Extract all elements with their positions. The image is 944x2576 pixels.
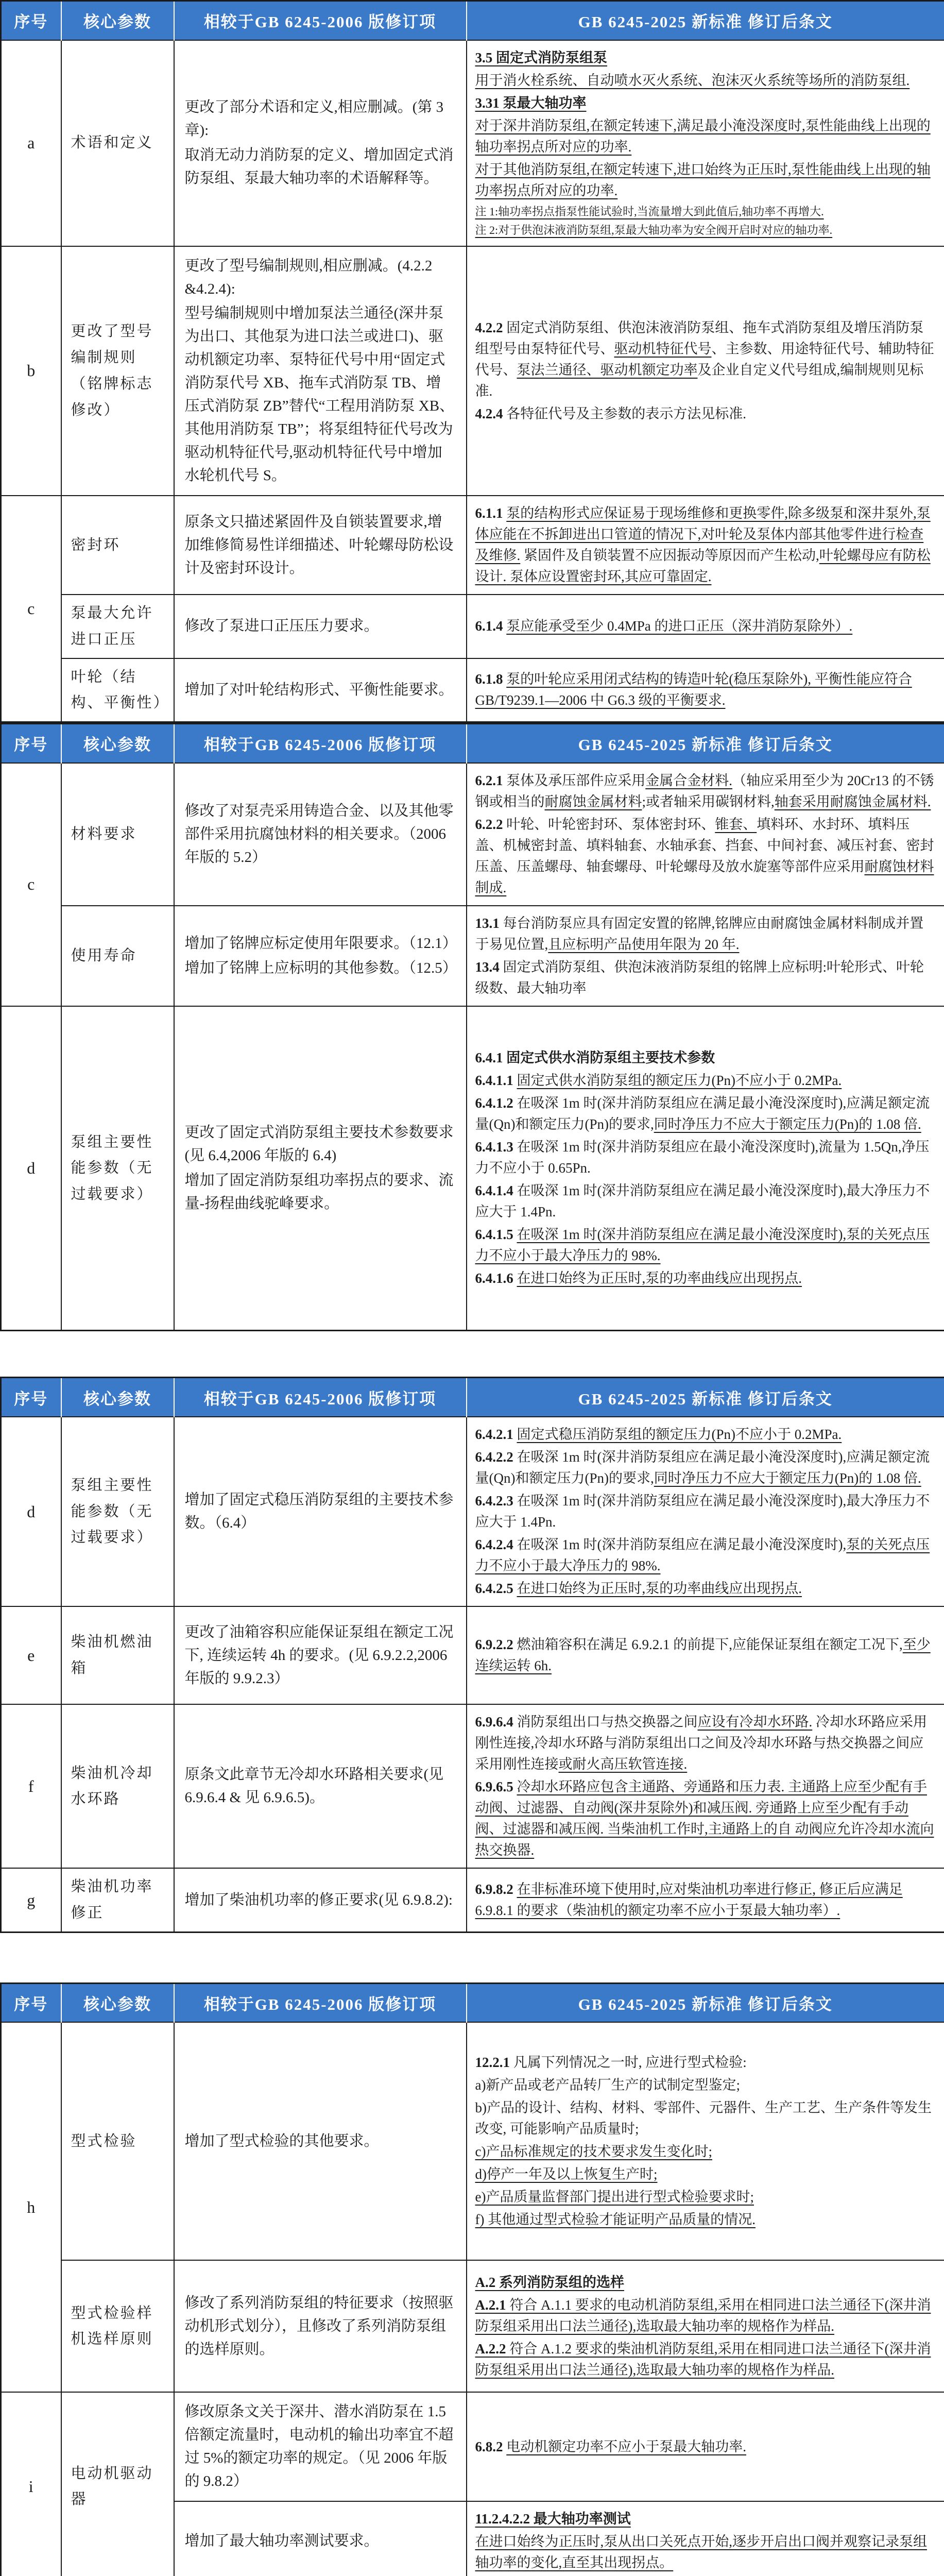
- provision-paragraph: [475, 616, 936, 637]
- table-row: [1, 763, 944, 906]
- revision-cell: [174, 246, 467, 496]
- provision-text: 冷却水环路应采用刚性连接,冷却水环路与消防泵组出口之间及冷却水环路与热交换器之间应采用刚性连接: [475, 1714, 928, 1772]
- provision-paragraph: [475, 93, 936, 114]
- provision-text: 在进口始终为正压时,泵从出口关死点开始,逐步开启出口阀并观察记录泵组轴功率的变化,直至其出现拐点。: [475, 2534, 928, 2570]
- section-gap: [0, 1331, 944, 1377]
- provision-text: 在吸深 1m 时(深井消防泵组应在满足最小淹没深度时),最大净压力不应大于 1.4Pn.: [475, 1183, 930, 1219]
- header-col-2: 核心参数: [61, 724, 174, 763]
- header-col-3: 相较于GB 6245-2006 版修订项: [174, 1983, 467, 2022]
- provision-text: 耐腐蚀金属材料: [545, 794, 642, 809]
- revision-paragraph: 取消无动力消防泵的定义、增加固定式消防泵组、泵最大轴功率的术语解释等。: [185, 144, 456, 190]
- revision-cell: [174, 1704, 467, 1868]
- provision-cell: [467, 2392, 944, 2501]
- comparison-table-2: [0, 723, 944, 1331]
- provision-text: A.2.1: [475, 2297, 510, 2313]
- provision-cell: [467, 1868, 944, 1932]
- provision-text: 冷却水环路应包含主通路、旁通路和压力表. 主通路上应至少配有手动阀、过滤器、自动阀(深井泵除外)和减压阀. 旁通路上应至少配有手动阀、过滤器和减压阀. 当柴油机工作时,主通路上的自 动阀应允许冷却水流向热交换器.: [475, 1779, 934, 1858]
- provision-text: 同时净压力不应大于额定压力(Pn)的 1.08 倍.: [654, 1470, 921, 1486]
- table-row: [1, 1868, 944, 1932]
- comparison-table-1: [0, 0, 944, 723]
- serial-cell: g: [1, 1868, 61, 1932]
- provision-text: 6.4.2.3: [475, 1493, 517, 1509]
- param-cell: 密封环: [61, 496, 174, 595]
- provision-paragraph: [475, 669, 936, 711]
- provision-text: 泵的关死点压力不应小于最大净压力的 98%.: [475, 1537, 930, 1573]
- section-gap: [0, 1933, 944, 1982]
- provision-text: 6.4.2.5: [475, 1581, 517, 1596]
- provision-text: 泵的结构形式应保证易于现场维修和更换零件,除多级泵和深井泵外,泵体应能在不拆卸进出口管道的情况下,对叶轮及泵体内部其他零件进行检查及维修.: [475, 505, 931, 563]
- provision-text: 凡属下列情况之一时, 应进行型式检验:: [513, 2055, 747, 2070]
- param-cell: 柴油机燃油箱: [61, 1606, 174, 1704]
- serial-cell: b: [1, 246, 61, 496]
- param-cell: 型式检验样机选样原则: [61, 2260, 174, 2392]
- provision-text: 在进口始终为正压时,泵的功率曲线应出现拐点.: [517, 1270, 802, 1286]
- table-row: [1, 496, 944, 595]
- provision-paragraph: [475, 203, 936, 220]
- provision-text: 6.4.1.5: [475, 1227, 517, 1242]
- param-cell: 泵组主要性能参数（无过载要求）: [61, 1417, 174, 1606]
- provision-paragraph: [475, 1268, 936, 1289]
- provision-text: 符合 A.1.1 要求的电动机消防泵组,采用在相同进口法兰通径下(深井消防泵组采用出口法兰通径),选取最大轴功率的规格作为样品.: [475, 2297, 931, 2334]
- param-cell: 电动机驱动器: [61, 2392, 174, 2576]
- provision-text: 用于消火栓系统、自动喷水灭火系统、泡沫灭火系统等场所的消防泵组.: [475, 73, 910, 88]
- table-row: [1, 2022, 944, 2260]
- revision-cell: [174, 2022, 467, 2260]
- header-col-2: 核心参数: [61, 1378, 174, 1417]
- provision-cell: [467, 2022, 944, 2260]
- revision-cell: [174, 1868, 467, 1932]
- provision-text: 固定式供水消防泵组的额定压力(Pn)不应小于 0.2MPa.: [517, 1073, 842, 1088]
- provision-text: f) 其他通过型式检验才能证明产品质量的情况.: [475, 2212, 756, 2227]
- provision-cell: [467, 1417, 944, 1606]
- provision-text: 叶轮、叶轮密封环、泵体密封环、: [506, 817, 715, 832]
- revision-paragraph: 增加了最大轴功率测试要求。: [185, 2530, 456, 2553]
- provision-cell: [467, 595, 944, 658]
- revision-cell: [174, 40, 467, 246]
- provision-text: 在吸深 1m 时(深井消防泵组应在满足最小淹没深度时),泵的关死点压力不应小于最大净压力的 98%.: [475, 1227, 930, 1263]
- provision-cell: [467, 2501, 944, 2576]
- table-row: [1, 906, 944, 1006]
- header-col-2: 核心参数: [61, 1, 174, 40]
- provision-text: 6.9.8.2: [475, 1882, 517, 1897]
- revision-paragraph: 修改了系列消防泵组的特征要求（按照驱动机形式划分），且修改了系列消防泵组的选样原则。: [185, 2292, 456, 2361]
- provision-text: 注 1:轴功率拐点指泵性能试验时,当流量增大到此值后,轴功率不再增大.: [475, 205, 824, 218]
- provision-cell: [467, 1704, 944, 1868]
- provision-text: 在非标准环境下使用时,应对柴油机功率进行修正, 修正后应满足 6.9.8.1 的要求（柴油机的额定功率不应小于泵最大轴功率）.: [475, 1882, 903, 1918]
- provision-text: 固定式消防泵组、供泡沫液消防泵组、拖车式消防泵组及增压消防泵组型号由泵特征代号、: [475, 320, 924, 357]
- provision-text: 泵体及承压部件应采用: [506, 773, 645, 788]
- provision-paragraph: [475, 222, 936, 239]
- header-col-1: 序号: [1, 1378, 61, 1417]
- provision-paragraph: [475, 770, 936, 812]
- comparison-table-3: [0, 1377, 944, 1933]
- provision-paragraph: [475, 2075, 936, 2096]
- provision-paragraph: [475, 2141, 936, 2162]
- provision-text: 注 2:对于供泡沫液消防泵组,泵最大轴功率为安全阀开启时对应的轴功率.: [475, 224, 833, 236]
- serial-cell: d: [1, 1417, 61, 1606]
- provision-paragraph: [475, 1137, 936, 1179]
- provision-text: 6.1.8: [475, 671, 507, 687]
- param-cell: 型式检验: [61, 2022, 174, 2260]
- provision-text: 11.2.4.2.2 最大轴功率测试: [475, 2511, 631, 2527]
- header-col-3: 相较于GB 6245-2006 版修订项: [174, 1378, 467, 1417]
- provision-text: e)产品质量监督部门提出进行型式检验要求时;: [475, 2189, 754, 2205]
- revision-paragraph: 型号编制规则中增加泵法兰通径(深井泵为出口、其他泵为进口法兰或进口)、驱动机额定功率、泵特征代号中用“固定式消防泵代号 XB、拖车式消防泵 TB、增压式消防泵 ZB”替代“工程用消防泵 XB、其他用消防泵 TB”；将泵组特征代号改为驱动机特征代号,驱动机特征代号中增加水轮机代号 S。: [185, 302, 456, 487]
- revision-paragraph: 原条文此章节无冷却水环路相关要求(见 6.9.6.4 & 见 6.9.6.5)。: [185, 1763, 456, 1809]
- header-col-4: GB 6245-2025 新标准 修订后条文: [467, 724, 944, 763]
- provision-cell: [467, 1006, 944, 1331]
- header-col-4: GB 6245-2025 新标准 修订后条文: [467, 1378, 944, 1417]
- provision-text: 且应标明产品使用年限为 20 年.: [548, 937, 739, 952]
- provision-text: 驱动机特征代号: [614, 341, 712, 357]
- revision-paragraph: 修改了泵进口正压压力要求。: [185, 615, 456, 638]
- provision-text: 6.9.6.5: [475, 1779, 517, 1794]
- revision-cell: [174, 2501, 467, 2576]
- param-cell: 泵最大允许进口正压: [61, 595, 174, 658]
- provision-text: a)新产品或老产品转厂生产的试制定型鉴定;: [475, 2077, 740, 2093]
- revision-cell: [174, 763, 467, 906]
- provision-paragraph: [475, 913, 936, 955]
- provision-paragraph: [475, 2209, 936, 2230]
- revision-paragraph: 修改原条文关于深井、潜水消防泵在 1.5 倍额定流量时，电动机的输出功率宜不超过 5%的额定功率的规定。（见 2006 年版的 9.8.2）: [185, 2400, 456, 2493]
- provision-text: 6.2.2: [475, 817, 507, 832]
- provision-text: c)产品标准规定的技术要求发生变化时;: [475, 2144, 712, 2159]
- header-col-4: GB 6245-2025 新标准 修订后条文: [467, 1, 944, 40]
- table-row: [1, 1006, 944, 1331]
- provision-cell: [467, 763, 944, 906]
- table-header-row: [1, 1983, 944, 2022]
- provision-text: 电动机额定功率不应小于泵最大轴功率.: [506, 2439, 746, 2454]
- revision-paragraph: 增加了柴油机功率的修正要求(见 6.9.8.2):: [185, 1889, 456, 1912]
- provision-text: A.2 系列消防泵组的选样: [475, 2275, 625, 2290]
- provision-text: b)产品的设计、结构、材料、零部件、元器件、生产工艺、生产条件等发生改变, 可能影响产品质量时;: [475, 2100, 932, 2137]
- serial-cell: f: [1, 1704, 61, 1868]
- provision-text: 在吸深 1m 时(深井消防泵组应在满足最小淹没深度时),应满足额定流量(Qn)和额定压力(Pn)的要求,: [475, 1449, 930, 1486]
- serial-cell: a: [1, 40, 61, 246]
- header-col-1: 序号: [1, 1, 61, 40]
- serial-cell: c: [1, 496, 61, 722]
- provision-text: 、主参数、用途特征代号、辅助特征代号、: [475, 341, 934, 378]
- revision-cell: [174, 658, 467, 722]
- provision-paragraph: [475, 2436, 936, 2458]
- provision-text: 泵法兰通径、驱动机额定功率: [517, 362, 698, 378]
- revision-paragraph: 更改了油箱容积应能保证泵组在额定工况下, 连续运转 4h 的要求。(见 6.9.2.2,2006 年版的 9.9.2.3）: [185, 1621, 456, 1690]
- revision-paragraph: 更改了固定式消防泵组主要技术参数要求(见 6.4,2006 年版的 6.4): [185, 1121, 456, 1167]
- comparison-table-4: [0, 1982, 944, 2576]
- revision-paragraph: 增加了型式检验的其他要求。: [185, 2130, 456, 2153]
- provision-text: 在吸深 1m 时(深井消防泵组应在满足最小淹没深度时),最大净压力不应大于 1.4Pn.: [475, 1493, 930, 1530]
- provision-text: 固定式稳压消防泵组的额定压力(Pn)不应小于 0.2MPa.: [517, 1427, 842, 1442]
- provision-text: 泵应能承受至少 0.4MPa 的进口正压（深井消防泵除外）.: [506, 618, 852, 634]
- provision-text: 泵体应设置密封环,其应可靠固定.: [506, 569, 711, 584]
- provision-text: 至少连续运转 6h.: [475, 1637, 931, 1673]
- param-cell: 柴油机功率修正: [61, 1868, 174, 1932]
- provision-text: 固定式消防泵组、供泡沫液消防泵组的铭牌上应标明:叶轮形式、叶轮级数、最大轴功率: [475, 959, 924, 996]
- revision-paragraph: 原条文只描述紧固件及自锁装置要求,增加维修简易性详细描述、叶轮螺母防松设计及密封环设计。: [185, 511, 456, 580]
- provision-text: 燃油箱容积在满足 6.9.2.1 的前提下,应能保证泵组在额定工况下,: [517, 1637, 903, 1652]
- header-col-4: GB 6245-2025 新标准 修订后条文: [467, 1983, 944, 2022]
- serial-cell: d: [1, 1006, 61, 1331]
- header-col-3: 相较于GB 6245-2006 版修订项: [174, 1, 467, 40]
- table-row: [1, 2392, 944, 2501]
- provision-cell: [467, 658, 944, 722]
- header-col-2: 核心参数: [61, 1983, 174, 2022]
- table-header-row: [1, 724, 944, 763]
- table-row: [1, 1704, 944, 1868]
- provision-text: 6.4.1 固定式供水消防泵组主要技术参数: [475, 1050, 715, 1065]
- revision-paragraph: 更改了部分术语和定义,相应删减。(第 3 章):: [185, 96, 456, 142]
- provision-text: 泵的叶轮应采用闭式结构的铸造叶轮(稳压泵除外), 平衡性能应符合 GB/T9239.1—2006 中 G6.3 级的平衡要求.: [475, 671, 912, 708]
- provision-paragraph: [475, 2295, 936, 2337]
- provision-text: 6.4.1.1: [475, 1073, 517, 1088]
- revision-cell: [174, 906, 467, 1006]
- provision-paragraph: [475, 403, 936, 425]
- provision-text: 6.9.6.4: [475, 1714, 517, 1730]
- provision-text: （轴应采用至少为 20Cr13 的不锈钢或相当的: [475, 773, 934, 809]
- provision-text: 12.2.1: [475, 2055, 513, 2070]
- provision-text: 耐腐蚀材料制成.: [475, 859, 934, 895]
- provision-text: ;或者轴采用碳钢材料,: [642, 794, 775, 809]
- param-cell: 材料要求: [61, 763, 174, 906]
- provision-paragraph: [475, 2531, 936, 2573]
- provision-text: 6.4.2.2: [475, 1449, 517, 1465]
- revision-paragraph: 增加了对叶轮结构形式、平衡性能要求。: [185, 679, 456, 702]
- provision-paragraph: [475, 2509, 936, 2530]
- provision-paragraph: [475, 1224, 936, 1266]
- provision-text: 13.1: [475, 916, 503, 931]
- provision-text: 金属合金材料.: [645, 773, 732, 788]
- header-col-1: 序号: [1, 724, 61, 763]
- table-row: [1, 1417, 944, 1606]
- provision-paragraph: [475, 2097, 936, 2140]
- table-header-row: [1, 1, 944, 40]
- revision-paragraph: 增加了铭牌上应标明的其他参数。（12.5）: [185, 957, 456, 980]
- provision-cell: [467, 40, 944, 246]
- provision-text: 6.4.2.4: [475, 1537, 517, 1552]
- provision-text: 或耐火高压软管连接.: [559, 1756, 688, 1772]
- serial-cell: i: [1, 2392, 61, 2576]
- provision-text: 及企业自定义代号组成,编制规则见标准.: [475, 362, 924, 399]
- table-row: [1, 40, 944, 246]
- revision-paragraph: 增加了固定式稳压消防泵组的主要技术参数。（6.4）: [185, 1488, 456, 1535]
- provision-text: 各特征代号及主参数的表示方法见标准.: [506, 406, 746, 421]
- provision-text: 4.2.2: [475, 320, 507, 335]
- provision-text: 消防泵组出口与热交换器之间: [517, 1714, 698, 1730]
- table-header-row: [1, 1378, 944, 1417]
- provision-text: 13.4: [475, 959, 503, 975]
- provision-paragraph: [475, 1180, 936, 1223]
- param-cell: 泵组主要性能参数（无过载要求）: [61, 1006, 174, 1331]
- provision-text: 对于其他消防泵组,在额定转速下,进口始终为正压时,泵性能曲线上出现的轴功率拐点所对应的功率.: [475, 162, 931, 198]
- provision-text: 6.4.2.1: [475, 1427, 517, 1442]
- provision-text: A.2.2: [475, 2341, 510, 2357]
- provision-text: 填料环、水封环、填料压盖、机械密封盖、填料轴套、水轴承套、挡套、中间衬套、减压衬套、密封压盖、压盖螺母、轴套螺母、叶轮螺母及放水旋塞等部件应采用: [475, 817, 934, 874]
- provision-paragraph: [475, 317, 936, 402]
- revision-paragraph: 增加了固定消防泵组功率拐点的要求、流量-扬程曲线驼峰要求。: [185, 1169, 456, 1215]
- provision-paragraph: [475, 1776, 936, 1861]
- provision-text: 应设有冷却水环路.: [698, 1714, 813, 1730]
- provision-text: 4.2.4: [475, 406, 507, 421]
- provision-cell: [467, 1606, 944, 1704]
- param-cell: 更改了型号编制规则（铭牌标志修改）: [61, 246, 174, 496]
- revision-cell: [174, 595, 467, 658]
- param-cell: 叶轮（结构、平衡性）: [61, 658, 174, 722]
- provision-paragraph: [475, 1578, 936, 1599]
- provision-text: 6.4.1.3: [475, 1139, 517, 1155]
- revision-cell: [174, 496, 467, 595]
- provision-text: 在吸深 1m 时(深井消防泵组应在满足最小淹没深度时),: [517, 1537, 847, 1552]
- provision-text: 6.4.1.2: [475, 1095, 517, 1111]
- revision-cell: [174, 1606, 467, 1704]
- provision-paragraph: [475, 1424, 936, 1445]
- table-row: [1, 1606, 944, 1704]
- provision-text: 在进口始终为正压时,泵的功率曲线应出现拐点.: [517, 1581, 802, 1596]
- provision-text: 叶轮螺母应有防松设计.: [475, 548, 931, 584]
- header-col-3: 相较于GB 6245-2006 版修订项: [174, 724, 467, 763]
- provision-paragraph: [475, 2052, 936, 2073]
- provision-text: 对于深井消防泵组,在额定转速下,满足最小淹没深度时,泵性能曲线上出现的轴功率拐点所对应的功率.: [475, 118, 931, 155]
- revision-cell: [174, 1417, 467, 1606]
- provision-paragraph: [475, 2187, 936, 2208]
- provision-text: 6.1.4: [475, 618, 507, 634]
- provision-paragraph: [475, 1711, 936, 1775]
- param-cell: 柴油机冷却水环路: [61, 1704, 174, 1868]
- provision-paragraph: [475, 1490, 936, 1533]
- provision-text: 6.4.1.4: [475, 1183, 517, 1198]
- header-col-1: 序号: [1, 1983, 61, 2022]
- provision-paragraph: [475, 1634, 936, 1676]
- provision-paragraph: [475, 1047, 936, 1069]
- provision-text: 6.1.1: [475, 505, 507, 521]
- revision-paragraph: 增加了铭牌应标定使用年限要求。（12.1）: [185, 932, 456, 955]
- provision-paragraph: [475, 2164, 936, 2185]
- serial-cell: c: [1, 763, 61, 1006]
- provision-text: d)停产一年及以上恢复生产时;: [475, 2166, 658, 2182]
- revision-cell: [174, 2260, 467, 2392]
- table-row: [1, 2260, 944, 2392]
- provision-text: 符合 A.1.2 要求的柴油机消防泵组,采用在相同进口法兰通径下(深井消防泵组采用出口法兰通径),选取最大轴功率的规格作为样品.: [475, 2341, 931, 2378]
- provision-cell: [467, 906, 944, 1006]
- provision-text: 3.31 泵最大轴功率: [475, 95, 587, 111]
- provision-text: 同时净压力不应大于额定压力(Pn)的 1.08 倍.: [654, 1116, 921, 1132]
- provision-paragraph: [475, 1534, 936, 1577]
- revision-paragraph: 更改了型号编制规则,相应删减。(4.2.2 &4.2.4):: [185, 255, 456, 301]
- provision-text: 紧固件及自锁装置不应因振动等原因而产生松动,: [520, 548, 819, 563]
- provision-text: 锥套、: [715, 817, 757, 832]
- provision-paragraph: [475, 115, 936, 158]
- serial-cell: h: [1, 2022, 61, 2392]
- revision-cell: [174, 2392, 467, 2501]
- provision-text: 6.8.2: [475, 2439, 507, 2454]
- provision-text: 在吸深 1m 时(深井消防泵组应在最小淹没深度时),流量为 1.5Qn,净压力不应小于 0.65Pn.: [475, 1139, 930, 1176]
- provision-text: 轴套采用耐腐蚀金属材料.: [775, 794, 931, 809]
- provision-paragraph: [475, 2338, 936, 2381]
- provision-cell: [467, 246, 944, 496]
- provision-text: 6.2.1: [475, 773, 507, 788]
- provision-paragraph: [475, 1093, 936, 1135]
- provision-paragraph: [475, 2272, 936, 2293]
- provision-paragraph: [475, 957, 936, 999]
- provision-paragraph: [475, 70, 936, 91]
- revision-paragraph: 修改了对泵壳采用铸造合金、以及其他零部件采用抗腐蚀材料的相关要求。（2006 年版的 5.2）: [185, 800, 456, 869]
- revision-cell: [174, 1006, 467, 1331]
- provision-text: 在吸深 1m 时(深井消防泵组应在满足最小淹没深度时),应满足额定流量(Qn)和额定压力(Pn)的要求,: [475, 1095, 930, 1132]
- table-row: [1, 595, 944, 658]
- provision-paragraph: [475, 159, 936, 201]
- provision-paragraph: [475, 1447, 936, 1489]
- provision-text: 6.4.1.6: [475, 1270, 517, 1286]
- provision-text: 6.9.2.2: [475, 1637, 517, 1652]
- provision-text: 每台消防泵应具有固定安置的铭牌,铭牌应由耐腐蚀金属材料制成并置于易见位置,: [475, 916, 924, 952]
- param-cell: 术语和定义: [61, 40, 174, 246]
- provision-paragraph: [475, 1879, 936, 1921]
- provision-paragraph: [475, 503, 936, 587]
- provision-paragraph: [475, 47, 936, 69]
- serial-cell: e: [1, 1606, 61, 1704]
- param-cell: 使用寿命: [61, 906, 174, 1006]
- provision-cell: [467, 2260, 944, 2392]
- provision-text: 3.5 固定式消防泵组泵: [475, 50, 608, 65]
- provision-paragraph: [475, 1070, 936, 1091]
- provision-paragraph: [475, 814, 936, 899]
- table-row: [1, 658, 944, 722]
- provision-cell: [467, 496, 944, 595]
- table-row: [1, 246, 944, 496]
